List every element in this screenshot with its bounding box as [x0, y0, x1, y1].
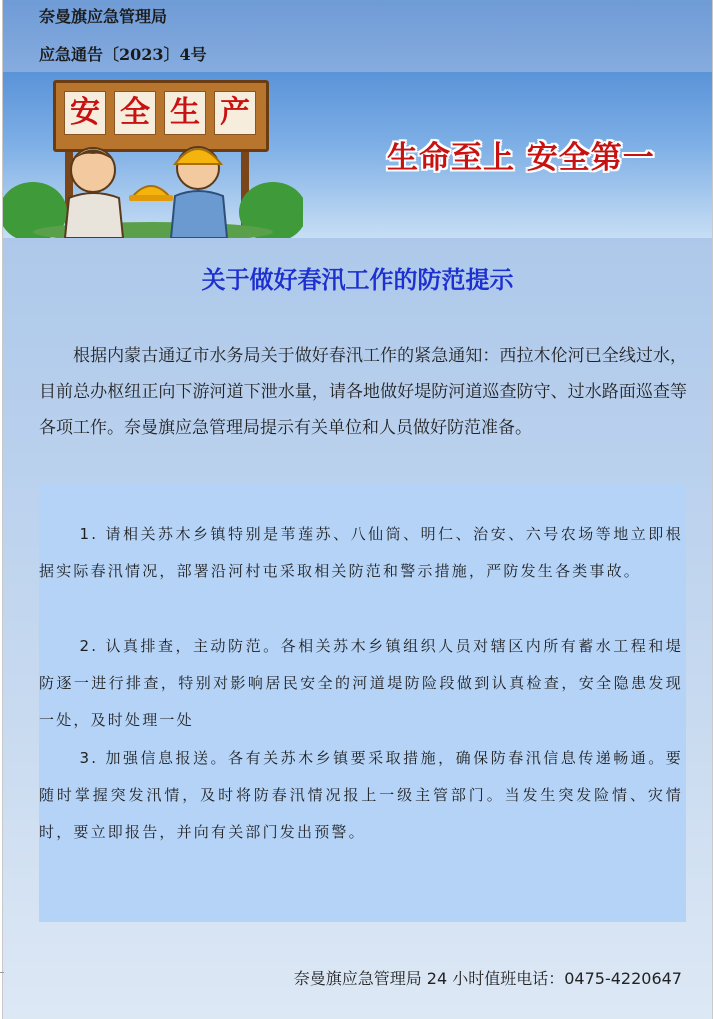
header-band	[3, 0, 712, 72]
org-name: 奈曼旗应急管理局	[39, 7, 168, 26]
safety-banner	[3, 72, 712, 238]
sign-char: 安	[64, 91, 106, 135]
page-title: 关于做好春汛工作的防范提示	[201, 265, 514, 294]
measure-item: 3. 加强信息报送。各有关苏木乡镇要采取措施，确保防春汛信息传递畅通。要随时掌握突发汛情，及时将防春汛情况报上一级主管部门。当发生突发险情、灾情时，要立即报告，并向有关部门发出预警。	[39, 749, 683, 841]
sign-char: 产	[214, 91, 256, 135]
measure-item: 2. 认真排查，主动防范。各相关苏木乡镇组织人员对辖区内所有蓄水工程和堤防逐一进行排查，特别对影响居民安全的河道堤防险段做到认真检查，安全隐患发现一处，及时处理一处	[39, 637, 683, 729]
measure-item: 1. 请相关苏木乡镇特别是苇莲苏、八仙筒、明仁、治安、六号农场等地立即根据实际春汛情况，部署沿河村屯采取相关防范和警示措施，严防发生各类事故。	[39, 525, 683, 580]
safety-slogan: 生命至上 安全第一	[387, 140, 655, 176]
workers-illustration	[3, 132, 303, 238]
intro-paragraph: 根据内蒙古通辽市水务局关于做好春汛工作的紧急通知：西拉木伦河已全线过水，目前总办枢纽正向下游河道下泄水量，请各地做好堤防河道巡查防守、过水路面巡查等各项工作。奈曼旗应急管理局提示有关单位和人员做好防范准备。	[39, 346, 687, 438]
sign-char: 生	[164, 91, 206, 135]
notice-number: 应急通告〔2023〕4号	[39, 45, 207, 64]
margin-marker	[0, 972, 4, 973]
duty-phone-footer: 奈曼旗应急管理局 24 小时值班电话：0475-4220647	[293, 969, 682, 988]
document-page	[2, 0, 713, 1019]
measures-box	[39, 484, 686, 922]
sign-char: 全	[114, 91, 156, 135]
